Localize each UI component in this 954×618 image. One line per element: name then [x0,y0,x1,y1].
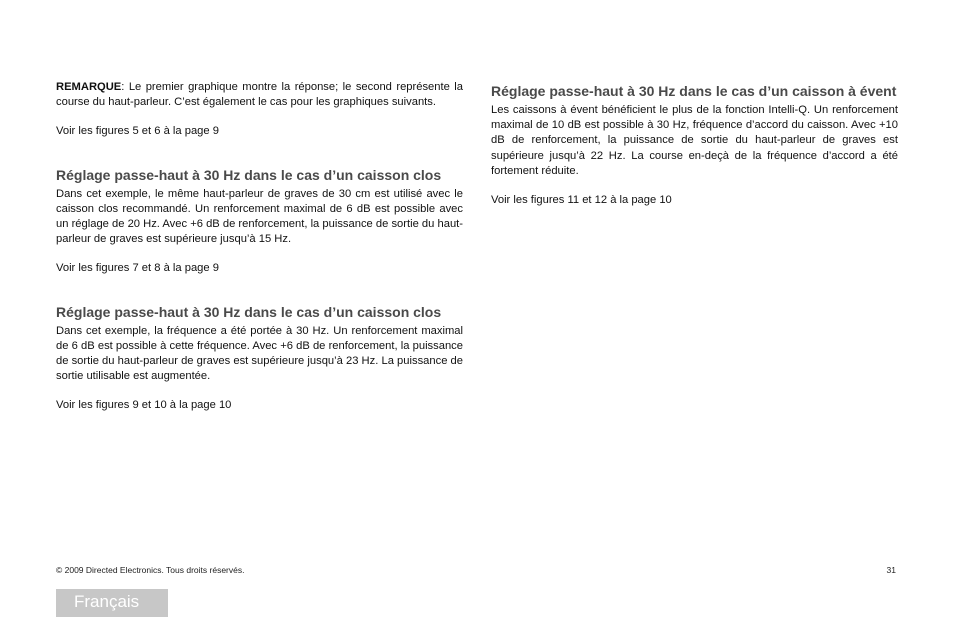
language-tab: Français [56,589,168,617]
section-1-heading: Réglage passe-haut à 30 Hz dans le cas d’un caisson clos [56,166,442,183]
figure-reference-1: Voir les figures 5 et 6 à la page 9 [56,125,219,138]
figure-reference-2: Voir les figures 7 et 8 à la page 9 [56,262,219,275]
figure-reference-3: Voir les figures 9 et 10 à la page 10 [56,399,232,412]
page-number: 31 [886,565,896,575]
figure-reference-4: Voir les figures 11 et 12 à la page 10 [491,194,672,207]
note-paragraph [56,80,463,110]
left-column [56,80,463,414]
footer-copyright: © 2009 Directed Electronics. Tous droits réservés. [56,565,245,575]
section-2-heading: Réglage passe-haut à 30 Hz dans le cas d’un caisson clos [56,303,442,320]
section-2-body: Dans cet exemple, la fréquence a été portée à 30 Hz. Un renforcement maximal de 6 dB est possible à cette fréquence. Avec +6 dB de renforcement, la puissance de sortie du haut-parleur de graves est supérieure jusqu’à 23 Hz. La puissance de sortie utilisable est augmentée. [56,324,463,383]
section-1-body: Dans cet exemple, le même haut-parleur de graves de 30 cm est utilisé avec le caisson clos recommandé. Un renforcement maximal de 6 dB est possible avec un réglage de 20 Hz. Avec +6 dB de renforcement, la puissance de sortie du haut-parleur de graves est supérieure jusqu’à 15 Hz. [56,187,463,246]
section-3-body: Les caissons à évent bénéficient le plus de la fonction Intelli-Q. Un renforcement maximal de 10 dB est possible à 30 Hz, fréquence d’accord du caisson. Avec +10 dB de renforcement, la puissance de sortie du haut-parleur de graves est supérieure jusqu’à 22 Hz. La course en-deçà de la fréquence d’accord a été fortement réduite. [491,104,898,177]
note-text: : Le premier graphique montre la réponse; le second représente la course du haut-parleur. C’est également le cas pour les graphiques suivants. [56,81,463,109]
section-3-heading: Réglage passe-haut à 30 Hz dans le cas d’un caisson à évent [491,83,897,99]
note-label: REMARQUE [56,81,122,93]
right-column [491,82,898,208]
